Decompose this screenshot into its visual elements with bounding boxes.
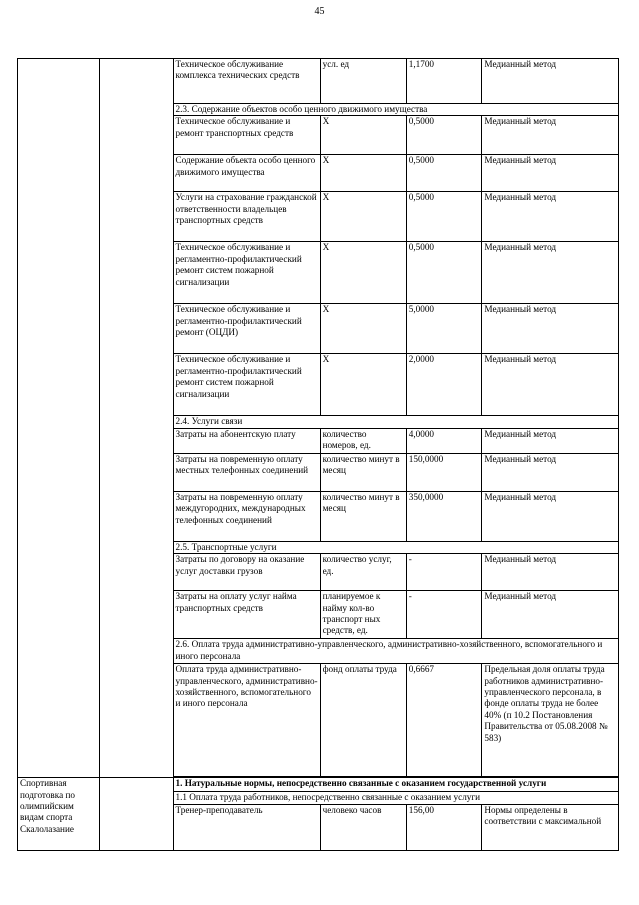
table-row (18, 59, 619, 104)
norm-method: Медианный метод (482, 116, 619, 155)
norm-value: 150,0000 (406, 453, 482, 491)
norm-unit: Х (320, 304, 406, 354)
norm-name: Оплата труда административно-управленческого, административно-хозяйственного, вспомогательного и иного персонала (173, 664, 320, 777)
norm-name: Техническое обслуживание комплекса технических средств (173, 59, 320, 104)
section-heading: 1. Натуральные нормы, непосредственно связанные с оказанием государственной услуги (173, 778, 619, 792)
section-row (18, 778, 619, 792)
norm-unit: Х (320, 242, 406, 304)
norm-method: Медианный метод (482, 192, 619, 242)
norm-name: Затраты на абонентскую плату (173, 428, 320, 453)
norm-name: Техническое обслуживание и регламентно-профилактический ремонт систем пожарной сигнализации (173, 354, 320, 416)
norm-name: Затраты на повременную оплату междугородних, международных телефонных соединений (173, 491, 320, 541)
norm-unit: фонд оплаты труда (320, 664, 406, 777)
norm-method: Нормы определены в соответствии с максимальной (482, 804, 619, 850)
norm-value: 5,0000 (406, 304, 482, 354)
norm-name: Затраты по договору на оказание услуг доставки грузов (173, 554, 320, 591)
norm-method: Медианный метод (482, 591, 619, 639)
code-cell-empty (99, 778, 173, 850)
page-number: 45 (314, 6, 325, 17)
norm-unit: Х (320, 354, 406, 416)
norm-value: - (406, 554, 482, 591)
norm-method: Предельная доля оплаты труда работников административно-управленческого персонала, в фонде оплаты труда не более 40% (п 10.2 Постановления Правительства от 05.08.2008 № 583) (482, 664, 619, 777)
norm-method: Медианный метод (482, 354, 619, 416)
norm-name: Тренер-преподаватель (173, 804, 320, 850)
service-name: Спортивная подготовка по олимпийским видам спорта Скалолазание (18, 778, 100, 850)
section-heading: 2.4. Услуги связи (173, 416, 619, 428)
norm-method: Медианный метод (482, 242, 619, 304)
norm-value: 0,5000 (406, 155, 482, 192)
code-cell-empty (99, 59, 173, 778)
norm-value: 0,5000 (406, 242, 482, 304)
norm-name: Затраты на оплату услуг найма транспортных средств (173, 591, 320, 639)
norm-value: - (406, 591, 482, 639)
section-heading: 1.1 Оплата труда работников, непосредственно связанные с оказанием услуги (173, 792, 619, 804)
norm-value: 0,5000 (406, 192, 482, 242)
norm-unit: планируемое к найму кол-во транспорт ных средств, ед. (320, 591, 406, 639)
service-cell-empty (18, 59, 100, 778)
norm-unit: Х (320, 192, 406, 242)
norm-unit: Х (320, 155, 406, 192)
norm-name: Услуги на страхование гражданской ответственности владельцев транспортных средств (173, 192, 320, 242)
norm-value: 0,6667 (406, 664, 482, 777)
norm-unit: количество минут в месяц (320, 453, 406, 491)
norm-method: Медианный метод (482, 59, 619, 104)
norm-value: 4,0000 (406, 428, 482, 453)
norm-name: Затраты на повременную оплату местных телефонных соединений (173, 453, 320, 491)
norm-name: Техническое обслуживание и регламентно-профилактический ремонт систем пожарной сигнализации (173, 242, 320, 304)
norm-method: Медианный метод (482, 453, 619, 491)
norm-unit: количество минут в месяц (320, 491, 406, 541)
norm-unit: Х (320, 116, 406, 155)
norm-name: Содержание объекта особо ценного движимого имущества (173, 155, 320, 192)
norm-value: 0,5000 (406, 116, 482, 155)
norm-value: 350,0000 (406, 491, 482, 541)
norm-name: Техническое обслуживание и ремонт транспортных средств (173, 116, 320, 155)
norm-method: Медианный метод (482, 304, 619, 354)
norm-unit: количество услуг, ед. (320, 554, 406, 591)
norm-value: 1,1700 (406, 59, 482, 104)
norms-table (17, 58, 619, 851)
section-heading: 2.6. Оплата труда административно-управленческого, административно-хозяйственного, вспомогательного и иного персонала (173, 639, 619, 664)
norm-method: Медианный метод (482, 491, 619, 541)
norm-unit: усл. ед (320, 59, 406, 104)
norm-unit: количество номеров, ед. (320, 428, 406, 453)
norm-method: Медианный метод (482, 155, 619, 192)
norm-unit: человеко часов (320, 804, 406, 850)
norm-value: 156,00 (406, 804, 482, 850)
norm-value: 2,0000 (406, 354, 482, 416)
section-heading: 2.5. Транспортные услуги (173, 541, 619, 553)
norm-name: Техническое обслуживание и регламентно-профилактический ремонт (ОЦДИ) (173, 304, 320, 354)
norm-method: Медианный метод (482, 428, 619, 453)
norm-method: Медианный метод (482, 554, 619, 591)
section-heading: 2.3. Содержание объектов особо ценного движимого имущества (173, 104, 619, 116)
